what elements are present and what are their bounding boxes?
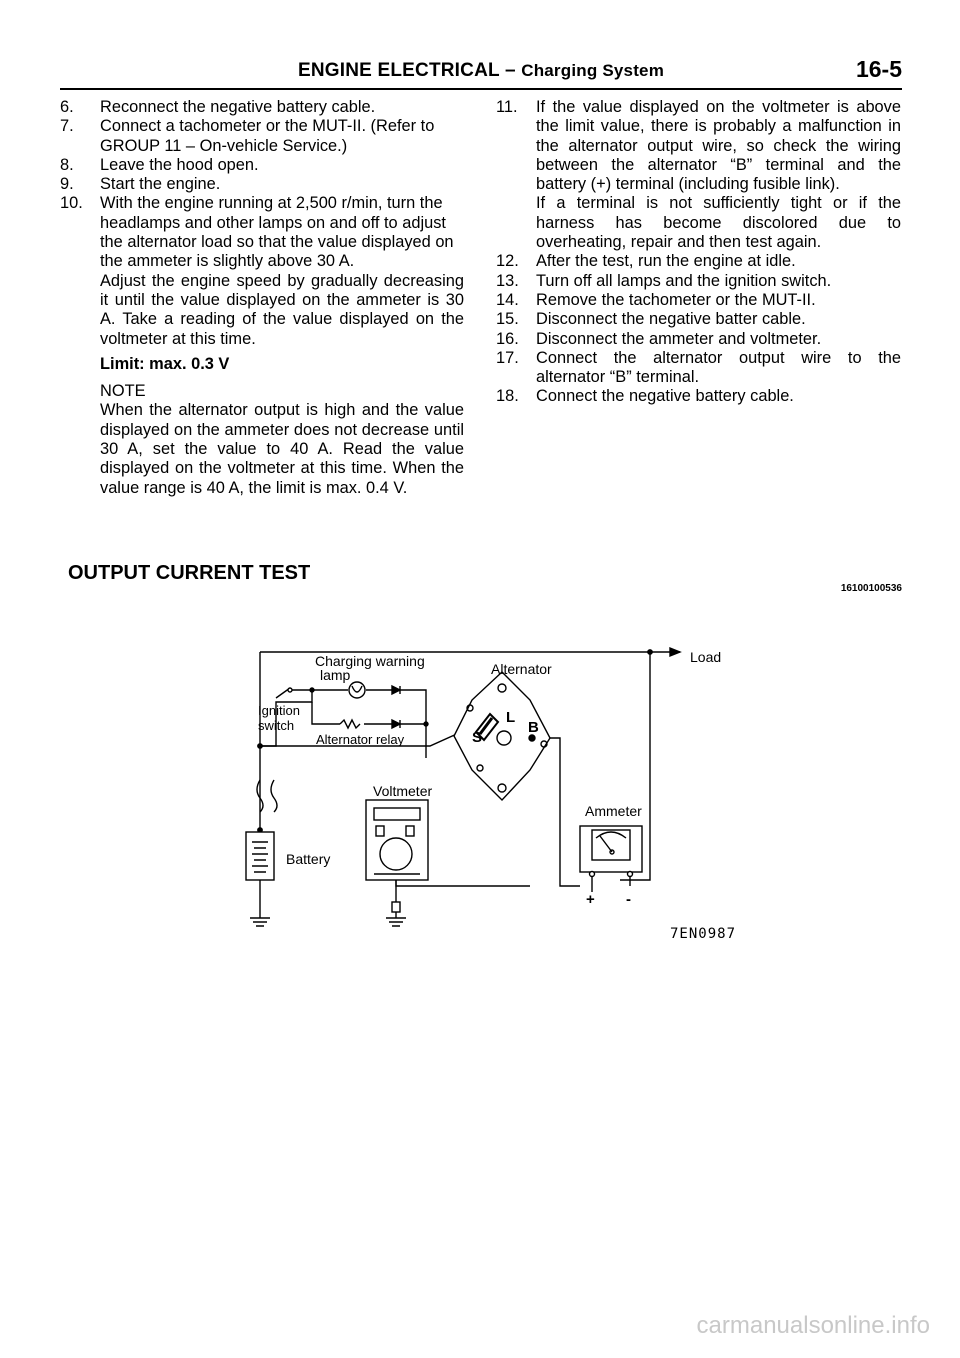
warning-lamp-symbol [349, 682, 365, 698]
step-14: 14. Remove the tachometer or the MUT-II. [496, 290, 816, 309]
label-ignition-switch-1: Ignition [258, 703, 300, 718]
step-10-continuation: Adjust the engine speed by gradually decreasing it until the value displayed on the ammeter is 30 A. Take a reading of the value displayed on the voltmeter at this time. [100, 271, 464, 348]
step-7: 7. Connect a tachometer or the MUT-II. (Refer to GROUP 11 – On-vehicle Service.) [60, 117, 435, 155]
title-separator: – [504, 60, 516, 81]
step-8: 8. Leave the hood open. [60, 155, 259, 174]
label-alternator-relay: Alternator relay [316, 732, 405, 747]
step-9: 9. Start the engine. [60, 175, 221, 194]
label-charging-warning-lamp-2: lamp [320, 667, 351, 683]
step-12: 12. After the test, run the engine at idle. [496, 252, 796, 271]
label-voltmeter: Voltmeter [373, 783, 433, 799]
label-battery: Battery [286, 851, 331, 867]
label-terminal-s: S [472, 729, 483, 746]
step-6: 6. Reconnect the negative battery cable. [60, 98, 376, 116]
label-ammeter: Ammeter [585, 803, 642, 819]
label-terminal-l: L [506, 709, 516, 726]
figure-code: 7EN0987 [670, 926, 737, 940]
left-column [60, 98, 464, 498]
battery-symbol [246, 812, 274, 926]
section-title: OUTPUT CURRENT TEST [68, 562, 311, 584]
step-11-continuation: If a terminal is not sufficiently tight or if the harness has become discolored due to overheating, repair and then test again. [536, 194, 901, 252]
page-title [60, 60, 902, 82]
alternator-symbol [454, 672, 550, 800]
label-load: Load [690, 649, 722, 665]
ammeter-symbol [580, 826, 642, 892]
step-11: 11. If the value displayed on the voltmeter is above the limit value, there is probably a malfunction in the alternator output wire, so check the wiring between the alternator “B” terminal and the battery (+) terminal (including fusible link). [496, 98, 901, 194]
label-plus: + [586, 891, 595, 908]
voltmeter-symbol [366, 800, 428, 926]
watermark: carmanualsonline.info [696, 1312, 930, 1339]
limit-value: Limit: max. 0.3 V [100, 354, 230, 373]
label-charging-warning-lamp-1: Charging warning [315, 653, 425, 669]
step-15: 15. Disconnect the negative batter cable. [496, 310, 806, 329]
label-terminal-b: B [528, 719, 539, 736]
header-rule [60, 88, 902, 90]
step-17: 17. Connect the alternator output wire to the alternator “B” terminal. [496, 348, 901, 387]
step-10: 10. With the engine running at 2,500 r/min, turn the headlamps and other lamps on and off to adjust the alternator load so that the value displayed on the ammeter is slightly above 30 A. [60, 194, 454, 271]
document-id: 16100100536 [840, 583, 902, 594]
output-current-test-diagram [240, 640, 760, 940]
label-minus: - [626, 891, 631, 908]
chapter-title: ENGINE ELECTRICAL [297, 60, 500, 81]
note-label: NOTE [100, 382, 146, 401]
section-name: Charging System [521, 61, 665, 80]
right-column [496, 98, 901, 407]
page-header [60, 56, 902, 86]
page-number: 16-5 [855, 56, 902, 82]
label-alternator: Alternator [491, 661, 552, 677]
note-text: When the alternator output is high and the value displayed on the ammeter does not decrease until 30 A, set the value to 40 A. Read the value displayed on the voltmeter at this time. When the value range is 40 A, the limit is max. 0.4 V. [100, 401, 464, 497]
step-16: 16. Disconnect the ammeter and voltmeter. [496, 329, 822, 348]
label-ignition-switch-2: switch [258, 718, 295, 733]
step-13: 13. Turn off all lamps and the ignition switch. [496, 271, 832, 290]
step-18: 18. Connect the negative battery cable. [496, 387, 794, 406]
